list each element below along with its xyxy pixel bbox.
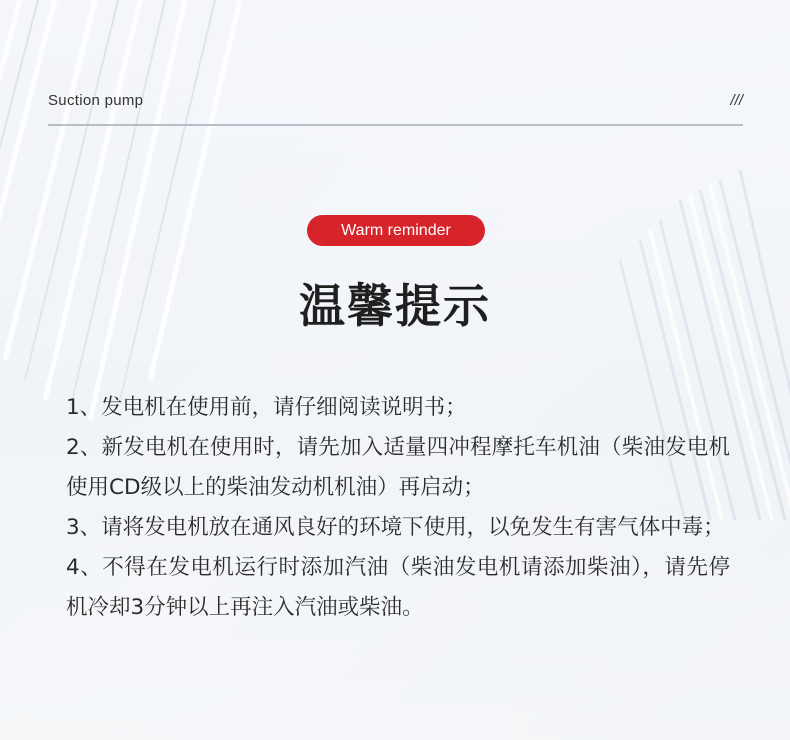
section-header-title: Suction pump (48, 92, 144, 109)
header-divider (48, 124, 743, 126)
page-title: 温馨提示 (299, 279, 491, 333)
reminder-list (66, 388, 730, 628)
slash-decoration: /// (730, 92, 743, 109)
reminder-item-1: 1、发电机在使用前，请仔细阅读说明书； (66, 395, 467, 420)
reminder-item-3: 3、请将发电机放在通风良好的环境下使用，以免发生有害气体中毒； (66, 515, 725, 540)
warm-reminder-badge: Warm reminder (307, 215, 485, 246)
reminder-item-4: 4、不得在发电机运行时添加汽油（柴油发电机请添加柴油），请先停机冷却3分钟以上再注入汽油或柴油。 (66, 555, 730, 620)
section-header (48, 92, 743, 116)
reminder-item-2: 2、新发电机在使用时，请先加入适量四冲程摩托车机油（柴油发电机使用CD级以上的柴油发动机机油）再启动； (66, 435, 730, 500)
